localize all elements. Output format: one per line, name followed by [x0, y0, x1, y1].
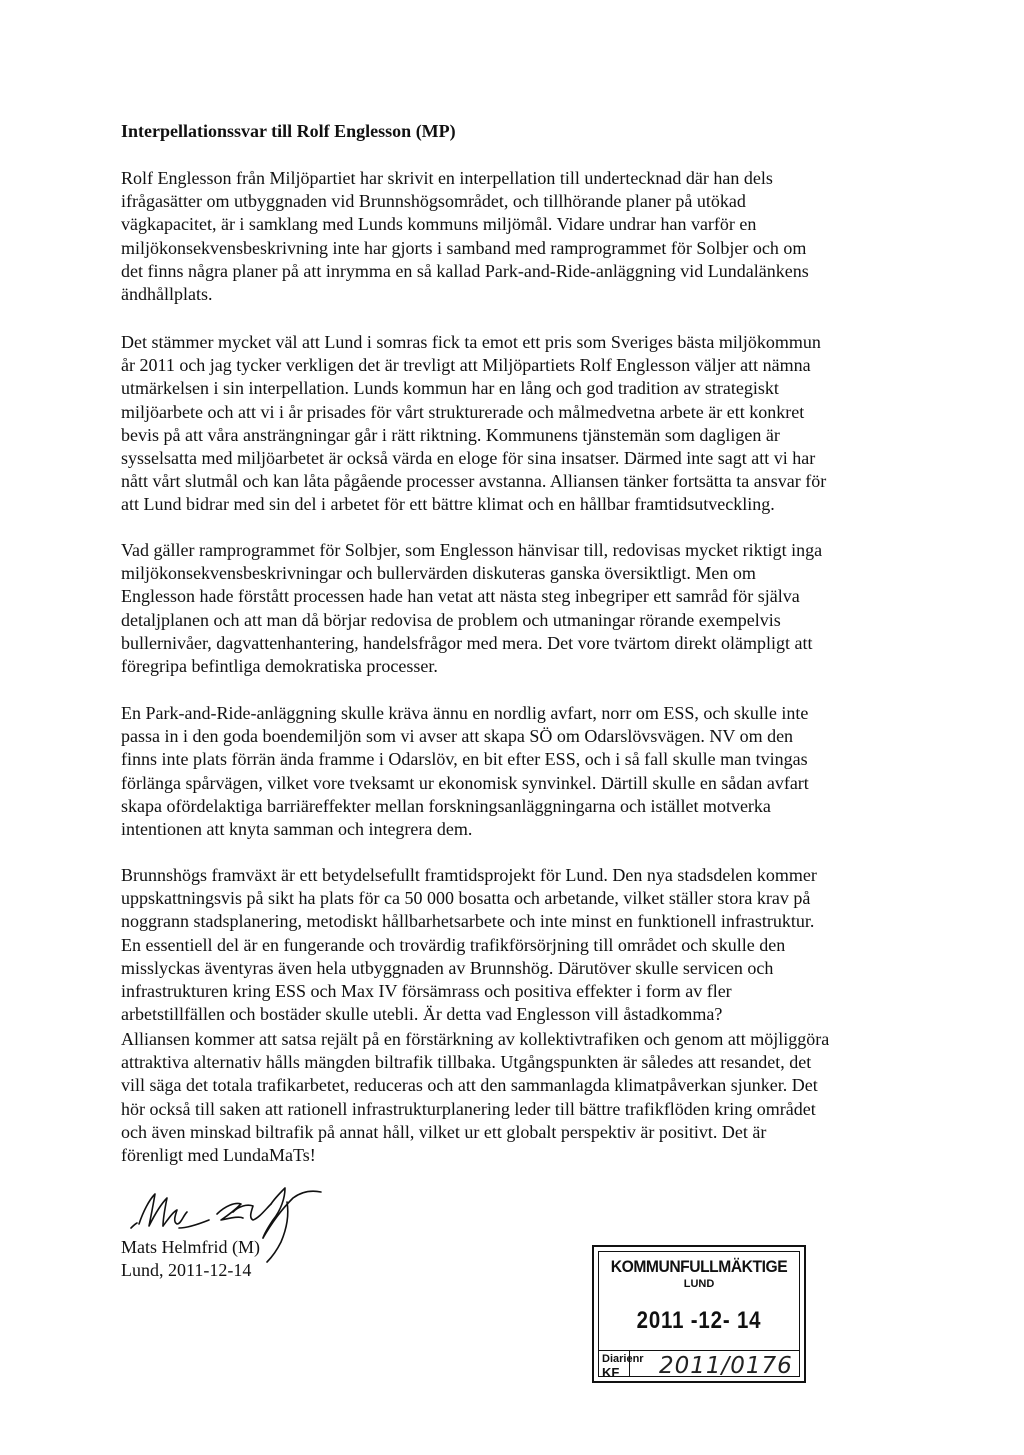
- text-line: sysselsatta med miljöarbetet är också värda en eloge för sina insatser. Därmed inte sagt att vi har: [121, 448, 816, 469]
- text-line: vägkapacitet, är i samklang med Lunds kommuns miljömål. Vidare undrar han varför en: [121, 214, 757, 235]
- text-line: arbetstillfällen och bostäder skulle utebli. Är detta vad Englesson vill åstadkomma?: [121, 1004, 723, 1025]
- text-line: Det stämmer mycket väl att Lund i somras fick ta emot ett pris som Sveriges bästa miljökommun: [121, 332, 821, 352]
- text-line: Rolf Englesson från Miljöpartiet har skrivit en interpellation till undertecknad där han dels: [121, 168, 773, 188]
- paragraph-5: [121, 864, 911, 1026]
- text-line: att Lund bidrar med sin del i arbetet för ett bättre klimat och en hållbar framtidsutveckling.: [121, 494, 775, 515]
- signatory-name: Mats Helmfrid (M): [121, 1237, 260, 1257]
- paragraph-3: [121, 539, 911, 678]
- paragraph-2: [121, 331, 911, 517]
- text-line: En essentiell del är en fungerande och trovärdig trafikförsörjning till området och skulle den: [121, 934, 786, 955]
- text-line: föregripa befintliga demokratiska processer.: [121, 656, 438, 677]
- text-line: det finns några planer på att inrymma en så kallad Park-and-Ride-anläggning vid Lundalänkens: [121, 260, 809, 281]
- text-line: nått vårt slutmål och kan låta pågående processer avstanna. Alliansen tänker fortsätta ta ansvar för: [121, 471, 827, 492]
- text-line: detaljplanen och att man då börjar redovisa de problem och utmaningar rörande exempelvis: [121, 609, 781, 630]
- stamp-kf-label: KF: [602, 1365, 620, 1380]
- text-line: vill säga det totala trafikarbetet, reduceras och att den sammanlagda klimatpåverkan sjunker. Det: [121, 1075, 818, 1096]
- text-line: och även minskad biltrafik på annat håll, vilket ur ett globalt perspektiv är positivt. Det är: [121, 1121, 767, 1142]
- paragraph-1: [121, 167, 911, 306]
- text-line: år 2011 och jag tycker verkligen det är trevligt att Miljöpartiets Rolf Englesson väljer att nämna: [121, 355, 811, 376]
- text-line: miljökonsekvensbeskrivning inte har gjorts i samband med ramprogrammet för Solbjer och om: [121, 237, 807, 258]
- stamp-frame: [598, 1251, 800, 1380]
- place-and-date: Lund, 2011-12-14: [121, 1260, 252, 1280]
- text-line: miljökonsekvensbeskrivningar och bullervärden diskuteras ganska översiktligt. Men om: [121, 563, 756, 584]
- registration-stamp: [592, 1245, 806, 1383]
- text-line: Brunnshögs framväxt är ett betydelsefullt framtidsprojekt för Lund. Den nya stadsdelen kommer: [121, 865, 817, 885]
- text-line: ifrågasätter om utbyggnaden vid Brunnshögsområdet, och tillhörande planer på utökad: [121, 191, 746, 212]
- text-line: En Park-and-Ride-anläggning skulle kräva ännu en nordlig avfart, norr om ESS, och skulle inte: [121, 703, 809, 723]
- stamp-diarienr-value: 2011/0176: [659, 1353, 793, 1379]
- text-line: Vad gäller ramprogrammet för Solbjer, som Englesson hänvisar till, redovisas mycket riktigt inga: [121, 540, 823, 560]
- text-line: uppskattningsvis på sikt ha plats för ca 50 000 bosatta och arbetande, vilket ställer stora krav på: [121, 888, 811, 909]
- text-line: skapa ofördelaktiga barriäreffekter mellan forskningsanläggningarna och istället motverka: [121, 795, 771, 816]
- text-line: bullernivåer, dagvattenhantering, handelsfrågor med mera. Det vore tvärtom direkt olämpligt att: [121, 632, 813, 653]
- text-line: attraktiva alternativ hålls mängden biltrafik tillbaka. Utgångspunkten är således att resandet, det: [121, 1052, 812, 1073]
- text-line: förlänga spårvägen, vilket vore tveksamt ur ekonomisk synvinkel. Därtill skulle en sådan avfart: [121, 772, 809, 793]
- text-line: utmärkelsen i sin interpellation. Lunds kommun har en lång och god tradition av strategiskt: [121, 378, 779, 399]
- document-title: Interpellationssvar till Rolf Englesson (MP): [121, 121, 456, 141]
- text-line: infrastrukturen kring ESS och Max IV försämrass och positiva effekter i form av fler: [121, 981, 732, 1002]
- text-line: misslyckas äventyras även hela utbyggnaden av Brunnshög. Därutöver skulle servicen och: [121, 957, 774, 978]
- text-line: hör också till saken att rationell infrastrukturplanering leder till bättre trafikflöden kring området: [121, 1098, 816, 1119]
- text-line: Englesson hade förstått processen hade han vetat att nästa steg inbegriper ett samråd för själva: [121, 586, 800, 607]
- stamp-subtitle: LUND: [683, 1278, 715, 1290]
- text-line: noggrann stadsplanering, metodiskt hållbarhetsarbete och inte minst en funktionell infrastruktur.: [121, 911, 815, 932]
- text-line: finns inte plats förrän ända framme i Odarslöv, en bit efter ESS, och i så fall skulle man tvingas: [121, 749, 808, 770]
- paragraph-6: [121, 1028, 911, 1167]
- stamp-diarienr-label: Diarienr: [602, 1353, 644, 1365]
- text-line: passa in i den goda boendemiljön som vi avser att skapa SÖ om Odarslövsvägen. NV om den: [121, 726, 794, 747]
- text-line: Alliansen kommer att satsa rejält på en förstärkning av kollektivtrafiken och genom att möjliggöra: [121, 1029, 830, 1049]
- paragraph-4: [121, 702, 911, 841]
- text-line: miljöarbete och att vi i år prisades för vårt strukturerade och målmedvetna arbete är ett konkret: [121, 401, 805, 422]
- text-line: bevis på att våra ansträngningar går i rätt riktning. Kommunens tjänstemän som dagligen är: [121, 424, 780, 445]
- text-line: intentionen att knyta samman och integrera dem.: [121, 819, 473, 840]
- text-line: ändhållplats.: [121, 284, 213, 305]
- text-line: förenligt med LundaMaTs!: [121, 1145, 316, 1166]
- stamp-date: 2011 -12- 14: [636, 1307, 762, 1334]
- stamp-title: KOMMUNFULLMÄKTIGE: [610, 1257, 788, 1276]
